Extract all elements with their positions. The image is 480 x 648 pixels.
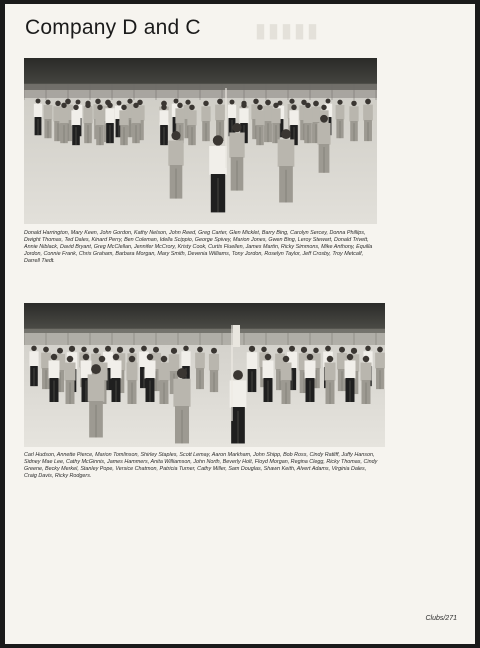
cadet-figure <box>305 354 316 402</box>
cadet-figure <box>71 105 80 146</box>
photo-caption: Donald Harrington, Mary Keen, John Gordon, Kathy Nelson, John Reed, Greg Carter, Glen Micklet, Barry Bing, Carolyn Sercey, Donna Phillips, Dwight Thomas, Ted Dales, Kinard Perry, Ben Coleman, Idella Scippio, George Spivey, Marion Jones, Gwen Bing, Leroy Stewart, Donald Trivett, Annie Niblack, David Bryant, Greg McClellan, Jennifer McCrory, Kristy Cook, Curtis Fluellen, James Martin, Ricky Simmons, Mike Anthony, Equilla Jordon, Connie Frank, Chris Graham, Barbara Morgan, Mary Smith, Devenia Williams, Tony Jordon, Roselyn Taylor, Jeff Crosby, Troy Metcalf, Darrell Tiedt. <box>24 230 373 265</box>
cadet-figure <box>83 103 92 144</box>
cadet-figure <box>247 346 258 392</box>
cadet-figure <box>278 129 295 202</box>
cadet-figure <box>363 99 373 141</box>
cadet-figure <box>49 354 60 402</box>
photo-image <box>24 303 385 447</box>
cadet-figure <box>159 105 168 146</box>
reverse-page-bleed-through: ▮▮▮▮▮ <box>255 20 321 42</box>
cadet-figure <box>229 123 244 191</box>
cadet-figure <box>95 105 104 146</box>
cadet-figure <box>201 101 210 142</box>
cadet-figure <box>271 103 280 144</box>
cadet-figure <box>59 103 68 144</box>
cadet-figure <box>44 100 53 139</box>
cadet-figure <box>215 99 225 141</box>
cadet-figure <box>375 347 385 389</box>
cadet-figure <box>325 356 336 404</box>
cadet-figure <box>209 348 219 392</box>
cadet-figure <box>255 105 264 146</box>
cadet-figure <box>119 105 128 146</box>
cadet-figure <box>349 101 358 142</box>
page-number: Clubs/271 <box>425 615 457 622</box>
photo-image <box>24 58 377 224</box>
cadet-figure <box>289 105 298 146</box>
cadet-figure <box>105 103 114 144</box>
cadet-figure <box>111 354 122 402</box>
cadet-figure <box>127 356 138 404</box>
cadet-figure <box>159 356 170 404</box>
cadet-figure <box>345 354 356 402</box>
cadet-figure <box>317 115 330 173</box>
page-title: Company D and C <box>25 16 201 39</box>
company-d-group-photo <box>24 58 377 224</box>
cadet-figure <box>336 100 345 139</box>
cadet-figure <box>65 356 76 404</box>
cadet-figure <box>361 356 372 404</box>
cadet-figure <box>34 99 42 136</box>
cadet-figure <box>281 356 292 404</box>
cadet-figure <box>88 364 105 437</box>
cadet-figure <box>187 105 196 146</box>
photo-caption: Carl Hudson, Annette Pierce, Marion Tomlinson, Shirley Staples, Scott Lemay, Aaron Markham, John Shipp, Bob Ross, Cindy Ratliff, Juffy Hanson, Sidney Mae Lee, Cathy McGinnis, James Hammers, Anita Williamson, John North, Beverly Holt, Floyd Morgan, Regina Clegg, Ricky Thomas, Cindy Greene, Becky Merkel, Stanley Pope, Versice Chatmon, Patricia Turner, Cathy Miller, Sam Douglas, Shawn Keith, Alvert Adams, Virginia Dales, Craig Davis, Ricky Rodgers. <box>24 452 378 480</box>
cadet-figure <box>145 354 156 402</box>
cadet-figure <box>29 346 38 387</box>
cadet-figure <box>209 135 227 212</box>
cadet-figure <box>173 368 190 443</box>
cadet-figure <box>263 354 274 402</box>
cadet-figure <box>131 103 140 144</box>
company-c-group-photo <box>24 303 385 447</box>
cadet-figure <box>303 103 312 144</box>
yearbook-page <box>5 4 475 644</box>
cadet-figure <box>195 347 205 389</box>
cadet-figure <box>168 131 183 199</box>
